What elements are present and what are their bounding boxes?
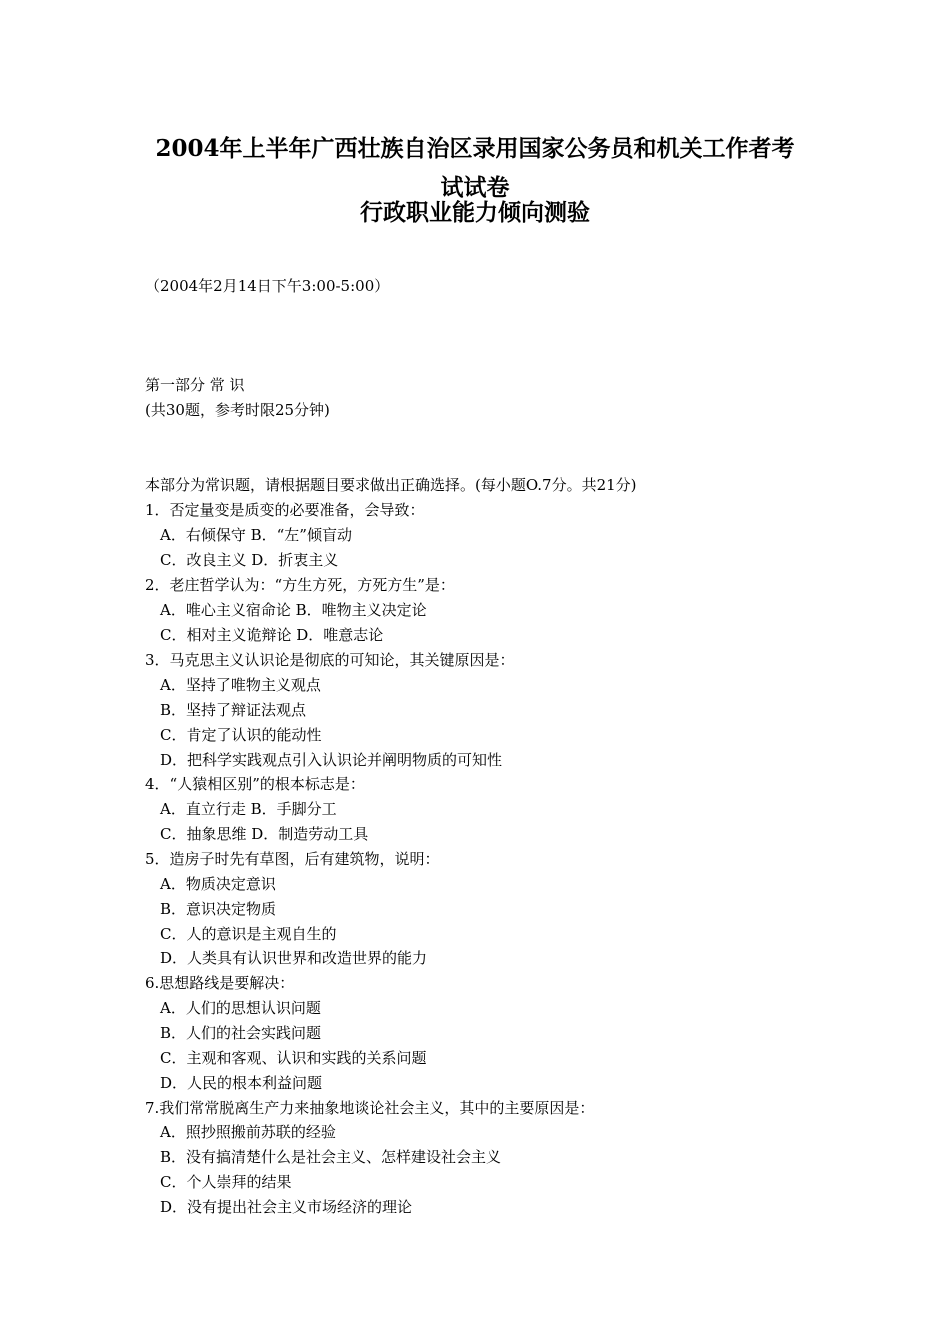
question-option: D．人民的根本利益问题 bbox=[160, 1074, 323, 1092]
exam-subtitle: 行政职业能力倾向测验 bbox=[360, 199, 590, 226]
question-option: C．个人崇拜的结果 bbox=[160, 1173, 292, 1191]
question-option: B．意识决定物质 bbox=[160, 900, 277, 918]
question-option: C．主观和客观、认识和实践的关系问题 bbox=[160, 1049, 427, 1067]
question-option: C．相对主义诡辩论 D．唯意志论 bbox=[160, 626, 384, 644]
question-option: C．肯定了认识的能动性 bbox=[160, 726, 322, 744]
question-option: B．没有搞清楚什么是社会主义、怎样建设社会主义 bbox=[160, 1148, 502, 1166]
question-stem: 3．马克思主义认识论是彻底的可知论，其关键原因是： bbox=[145, 651, 515, 669]
question-stem: 1．否定量变是质变的必要准备，会导致： bbox=[145, 501, 425, 519]
question-stem: 7.我们常常脱离生产力来抽象地谈论社会主义，其中的主要原因是： bbox=[145, 1099, 595, 1117]
question-option: A．右倾保守 B．“左”倾盲动 bbox=[160, 526, 352, 544]
question-option: A．唯心主义宿命论 B．唯物主义决定论 bbox=[160, 601, 427, 619]
question-option: A．直立行走 B．手脚分工 bbox=[160, 800, 337, 818]
section-note: (共30题，参考时限25分钟) bbox=[145, 401, 330, 419]
question-option: D．人类具有认识世界和改造世界的能力 bbox=[160, 949, 428, 967]
question-option: A．物质决定意识 bbox=[160, 875, 276, 893]
question-option: D．没有提出社会主义市场经济的理论 bbox=[160, 1198, 413, 1216]
question-stem: 2．老庄哲学认为：“方生方死，方死方生”是： bbox=[145, 576, 455, 594]
question-stem: 6.思想路线是要解决： bbox=[145, 974, 295, 992]
question-stem: 5．造房子时先有草图，后有建筑物，说明： bbox=[145, 850, 440, 868]
question-option: C．改良主义 D．折衷主义 bbox=[160, 551, 339, 569]
question-option: A．坚持了唯物主义观点 bbox=[160, 676, 321, 694]
section-instruction: 本部分为常识题，请根据题目要求做出正确选择。(每小题O.7分。共21分) bbox=[145, 476, 637, 494]
question-option: B．人们的社会实践问题 bbox=[160, 1024, 322, 1042]
exam-time: （2004年2月14日下午3:00-5:00） bbox=[145, 277, 390, 295]
question-option: D．把科学实践观点引入认识论并阐明物质的可知性 bbox=[160, 751, 503, 769]
question-stem: 4．“人猿相区别”的根本标志是： bbox=[145, 775, 365, 793]
section-heading: 第一部分 常 识 bbox=[145, 376, 245, 394]
question-option: B．坚持了辩证法观点 bbox=[160, 701, 307, 719]
question-option: C．人的意识是主观自生的 bbox=[160, 925, 337, 943]
exam-title-line-1: 2004年上半年广西壮族自治区录用国家公务员和机关工作者考 bbox=[155, 135, 795, 162]
exam-title-line-2: 试试卷 bbox=[440, 174, 510, 201]
question-option: A．人们的思想认识问题 bbox=[160, 999, 321, 1017]
question-option: A．照抄照搬前苏联的经验 bbox=[160, 1123, 336, 1141]
question-option: C．抽象思维 D．制造劳动工具 bbox=[160, 825, 369, 843]
